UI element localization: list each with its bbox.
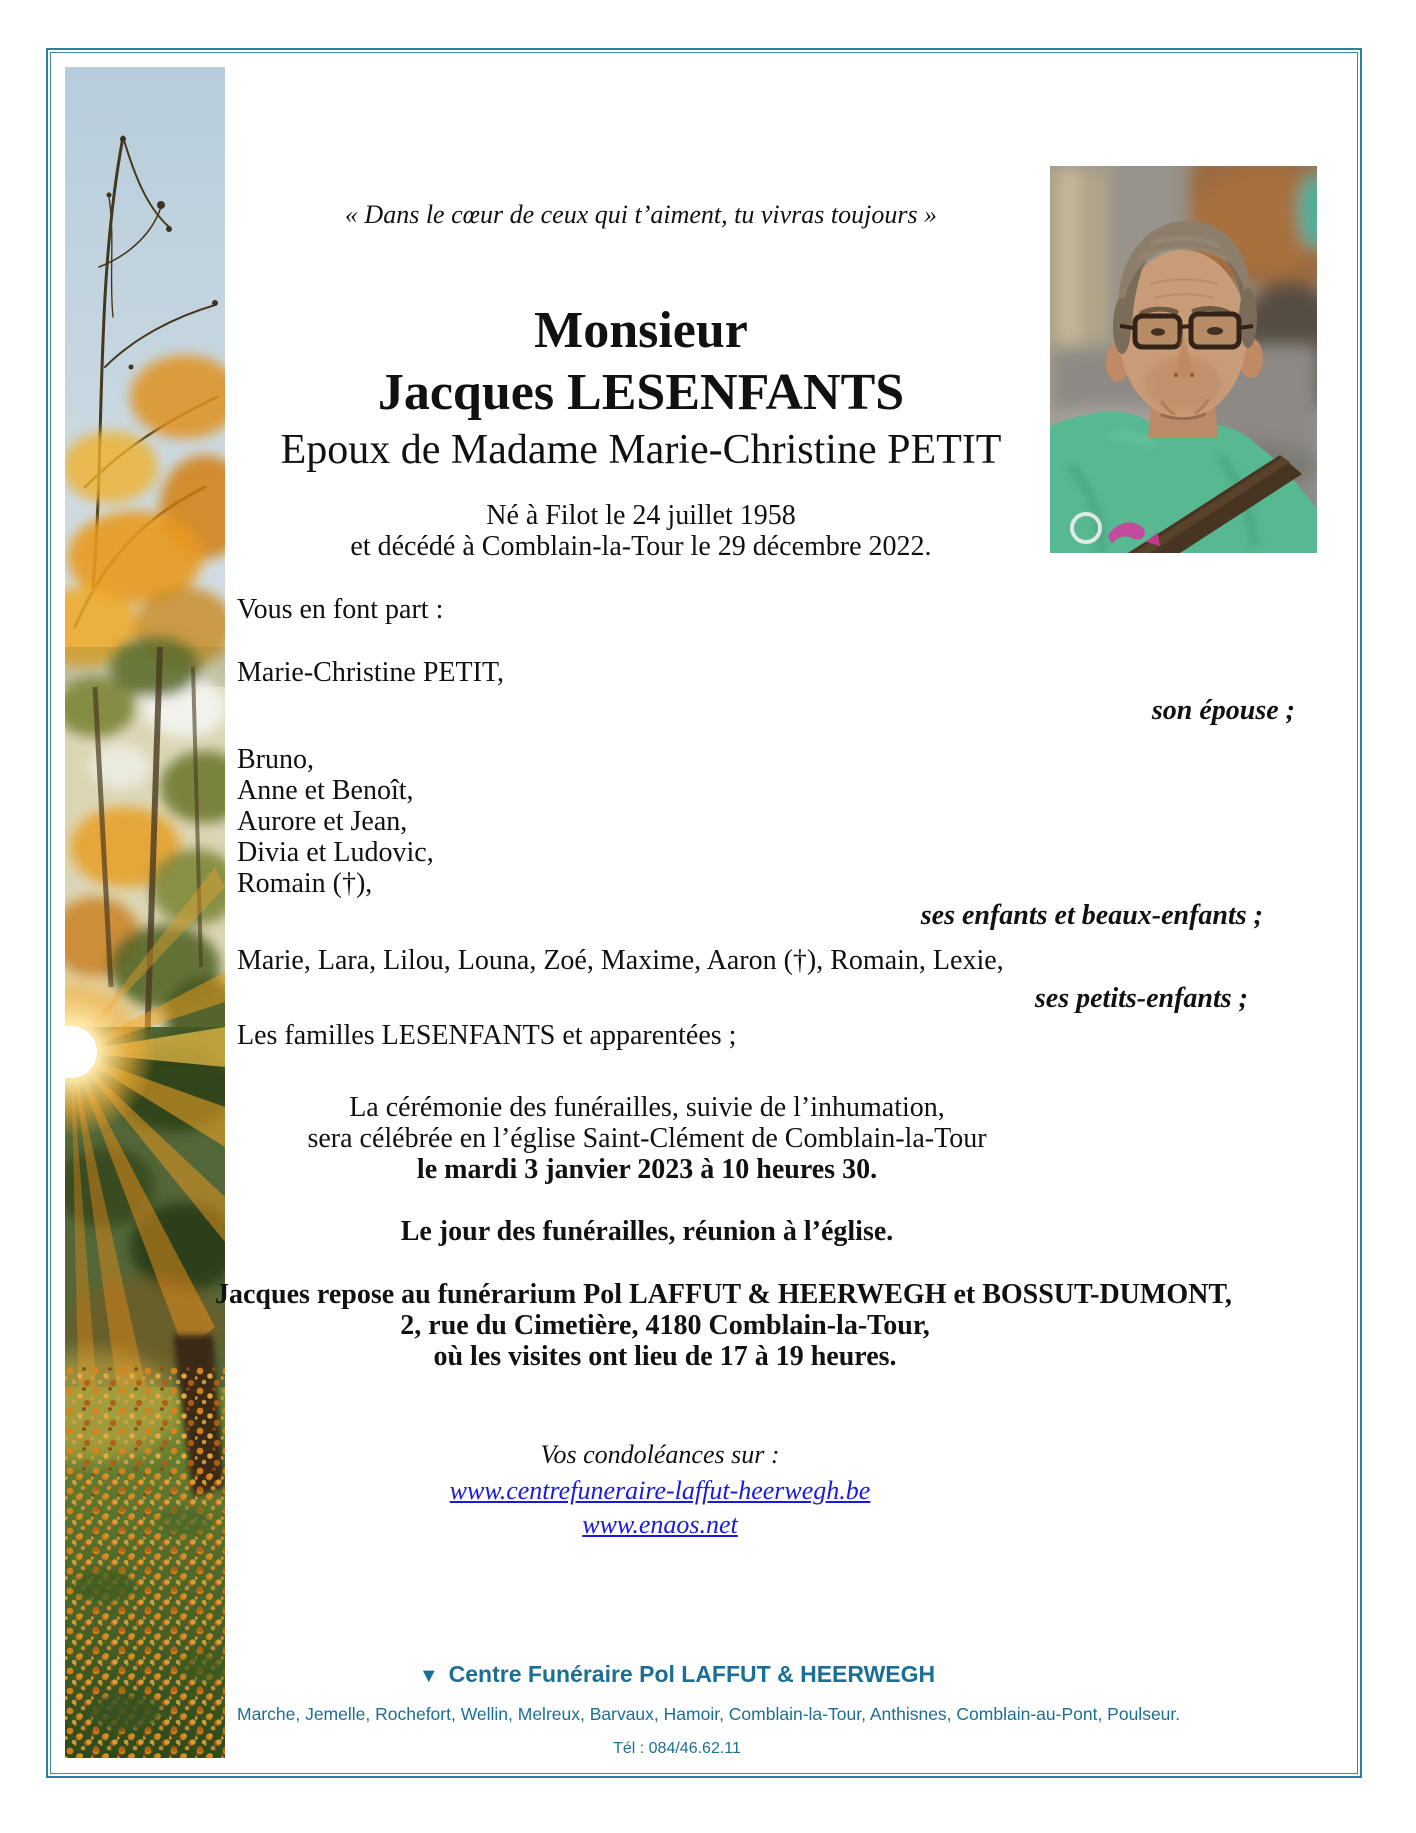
deceased-portrait-image	[1050, 166, 1317, 553]
death-line: et décédé à Comblain-la-Tour le 29 décembre 2022.	[350, 531, 932, 562]
grandchildren-names: Marie, Lara, Lilou, Louna, Zoé, Maxime, Aaron (†), Romain, Lexie,	[237, 945, 1004, 976]
child-name: Romain (†),	[237, 868, 373, 899]
portrait-photo	[1050, 166, 1317, 553]
memorial-quote: « Dans le cœur de ceux qui t’aiment, tu vivras toujours »	[344, 200, 938, 229]
child-name: Aurore et Jean,	[237, 806, 408, 837]
spouse-role-label: son épouse ;	[1151, 695, 1295, 726]
spouse-subtitle: Epoux de Madame Marie-Christine PETIT	[280, 427, 1002, 473]
spouse-name: Marie-Christine PETIT,	[237, 657, 504, 688]
funeral-home-website-link[interactable]: www.centrefuneraire-laffut-heerwegh.be	[449, 1476, 871, 1505]
ceremony-line: La cérémonie des funérailles, suivie de l’inhumation,	[349, 1092, 945, 1123]
birth-line: Né à Filot le 24 juillet 1958	[486, 500, 796, 531]
families-line: Les familles LESENFANTS et apparentées ;	[237, 1020, 737, 1051]
child-name: Anne et Benoît,	[237, 775, 414, 806]
footer-phone: Tél : 084/46.62.11	[613, 1740, 741, 1757]
child-name: Bruno,	[237, 744, 314, 775]
children-list	[237, 744, 434, 899]
autumn-trees-image	[65, 67, 225, 1758]
funeral-home-name: Centre Funéraire Pol LAFFUT & HEERWEGH	[448, 1661, 936, 1687]
grandchildren-role-label: ses petits-enfants ;	[1034, 983, 1248, 1014]
triangle-icon: ▼	[418, 1665, 439, 1687]
meeting-line: Le jour des funérailles, réunion à l’église.	[400, 1216, 894, 1247]
footer-title-row	[237, 1661, 1117, 1688]
autumn-photo-strip	[65, 67, 225, 1758]
ceremony-block	[237, 1092, 1057, 1185]
condolences-label: Vos condoléances sur :	[540, 1440, 780, 1469]
announce-line: Vous en font part :	[237, 594, 444, 625]
condolences-links	[237, 1474, 1083, 1542]
repose-block	[215, 1279, 1232, 1372]
footer-towns: Marche, Jemelle, Rochefort, Wellin, Melreux, Barvaux, Hamoir, Comblain-la-Tour, Anthisnes, Comblain-au-Pont, Poulseur.	[237, 1704, 1181, 1724]
enaos-website-link[interactable]: www.enaos.net	[582, 1510, 738, 1539]
ceremony-date-line: le mardi 3 janvier 2023 à 10 heures 30.	[416, 1154, 878, 1185]
repose-line: où les visites ont lieu de 17 à 19 heures.	[433, 1341, 897, 1372]
repose-line: 2, rue du Cimetière, 4180 Comblain-la-Tour,	[400, 1310, 930, 1341]
children-role-label: ses enfants et beaux-enfants ;	[920, 900, 1263, 931]
deceased-name: Jacques LESENFANTS	[377, 364, 905, 421]
ceremony-line: sera célébrée en l’église Saint-Clément de Comblain-la-Tour	[307, 1123, 987, 1154]
title-monsieur: Monsieur	[534, 302, 748, 359]
repose-line: Jacques repose au funérarium Pol LAFFUT & HEERWEGH et BOSSUT-DUMONT,	[215, 1279, 1232, 1310]
child-name: Divia et Ludovic,	[237, 837, 434, 868]
